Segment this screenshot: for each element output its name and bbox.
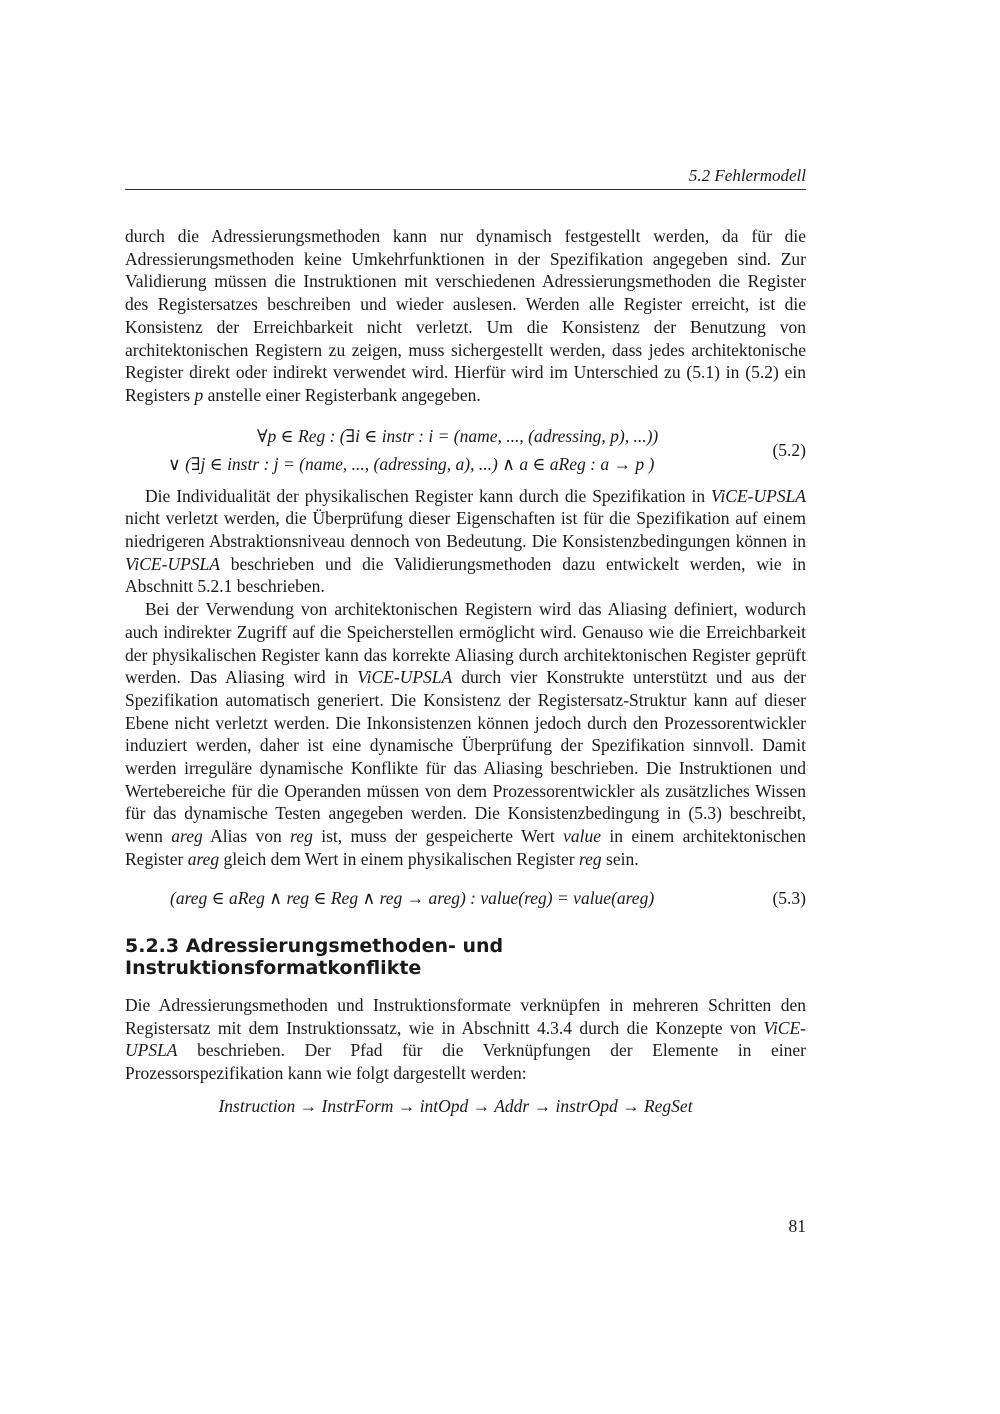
equation-5-3 <box>125 885 806 913</box>
equation-5-3-formula: (areg ∈ aReg ∧ reg ∈ Reg ∧ reg → areg) : value(reg) = value(areg) <box>170 887 655 908</box>
header-rule <box>125 189 806 190</box>
paragraph-4: Die Adressierungsmethoden und Instruktionsformate verknüpfen in mehreren Schritten den Registersatz mit dem Instruktionssatz, wie in Abschnitt 4.3.4 durch die Konzepte von ViCE-UPSLA beschrieben. Der Pfad für die Verknüpfungen der Elemente in einer Prozessorspezifikation kann wie folgt dargestellt werden: <box>125 994 806 1084</box>
equation-5-2 <box>125 419 806 479</box>
equation-number-5-2: (5.2) <box>772 439 806 460</box>
equation-5-2-line-1: ∀p ∈ Reg : (∃i ∈ instr : i = (name, ..., (adressing, p), ...)) <box>257 425 659 446</box>
document-page <box>125 0 806 1414</box>
equation-number-5-3: (5.3) <box>772 887 806 908</box>
equation-5-2-line-2: ∨ (∃j ∈ instr : j = (name, ..., (adressing, a), ...) ∧ a ∈ aReg : a → p ) <box>168 453 655 474</box>
paragraph-3: Bei der Verwendung von architektonischen Registern wird das Aliasing definiert, wodurch auch indirekter Zugriff auf die Speicherstellen ermöglicht wird. Genauso wie die Erreichbarkeit der physikalischen Register kann das korrekte Aliasing durch architektonischen Register geprüft werden. Das Aliasing wird in ViCE-UPSLA durch vier Konstrukte unterstützt und aus der Spezifikation automatisch generiert. Die Konsistenz der Registersatz-Struktur kann auf dieser Ebene nicht verletzt werden. Die Inkonsistenzen können jedoch durch den Prozessorentwickler induziert werden, daher ist eine dynamische Überprüfung der Spezifikation sinnvoll. Damit werden irreguläre dynamische Konflikte für das Aliasing beschrieben. Die Instruktionen und Wertebereiche für die Operanden müssen von dem Prozessorentwickler als zusätzliches Wissen für das dynamische Testen angegeben werden. Die Konsistenzbedingung in (5.3) beschreibt, wenn areg Alias von reg ist, muss der gespeicherte Wert value in einem architektonischen Register areg gleich dem Wert in einem physikalischen Register reg sein. <box>125 599 806 869</box>
page-number: 81 <box>788 1216 806 1236</box>
paragraph-1: durch die Adressierungsmethoden kann nur dynamisch festgestellt werden, da für die Adressierungsmethoden keine Umkehrfunktionen in der Spezifikation angegeben sind. Zur Validierung müssen die Instruktionen mit verschiedenen Adressierungsmethoden die Register des Registersatzes beschreiben und wieder auslesen. Werden alle Register erreicht, ist die Konsistenz der Erreichbarkeit nicht verletzt. Um die Konsistenz der Benutzung von architektonischen Registern zu zeigen, muss sichergestellt werden, dass jedes architektonische Register direkt oder indirekt verwendet wird. Hierfür wird im Unterschied zu (5.1) in (5.2) ein Registers p anstelle einer Registerbank angegeben. <box>125 226 806 405</box>
body-text <box>125 225 806 1118</box>
path-formula: Instruction → InstrForm → intOpd → Addr → instrOpd → RegSet <box>218 1095 693 1116</box>
section-heading: 5.2.3 Adressierungsmethoden- und Instruktionsformatkonflikte <box>125 934 504 980</box>
paragraph-2: Die Individualität der physikalischen Register kann durch die Spezifikation in ViCE-UPSLA nicht verletzt werden, die Überprüfung dieser Eigenschaften ist für die Spezifikation auf einem niedrigeren Abstraktionsniveau dennoch von Bedeutung. Die Konsistenzbedingungen können in ViCE-UPSLA beschrieben und die Validierungsmethoden dazu entwickelt werden, wie in Abschnitt 5.2.1 beschrieben. <box>125 485 806 597</box>
running-header: 5.2 Fehlermodell <box>688 166 806 185</box>
